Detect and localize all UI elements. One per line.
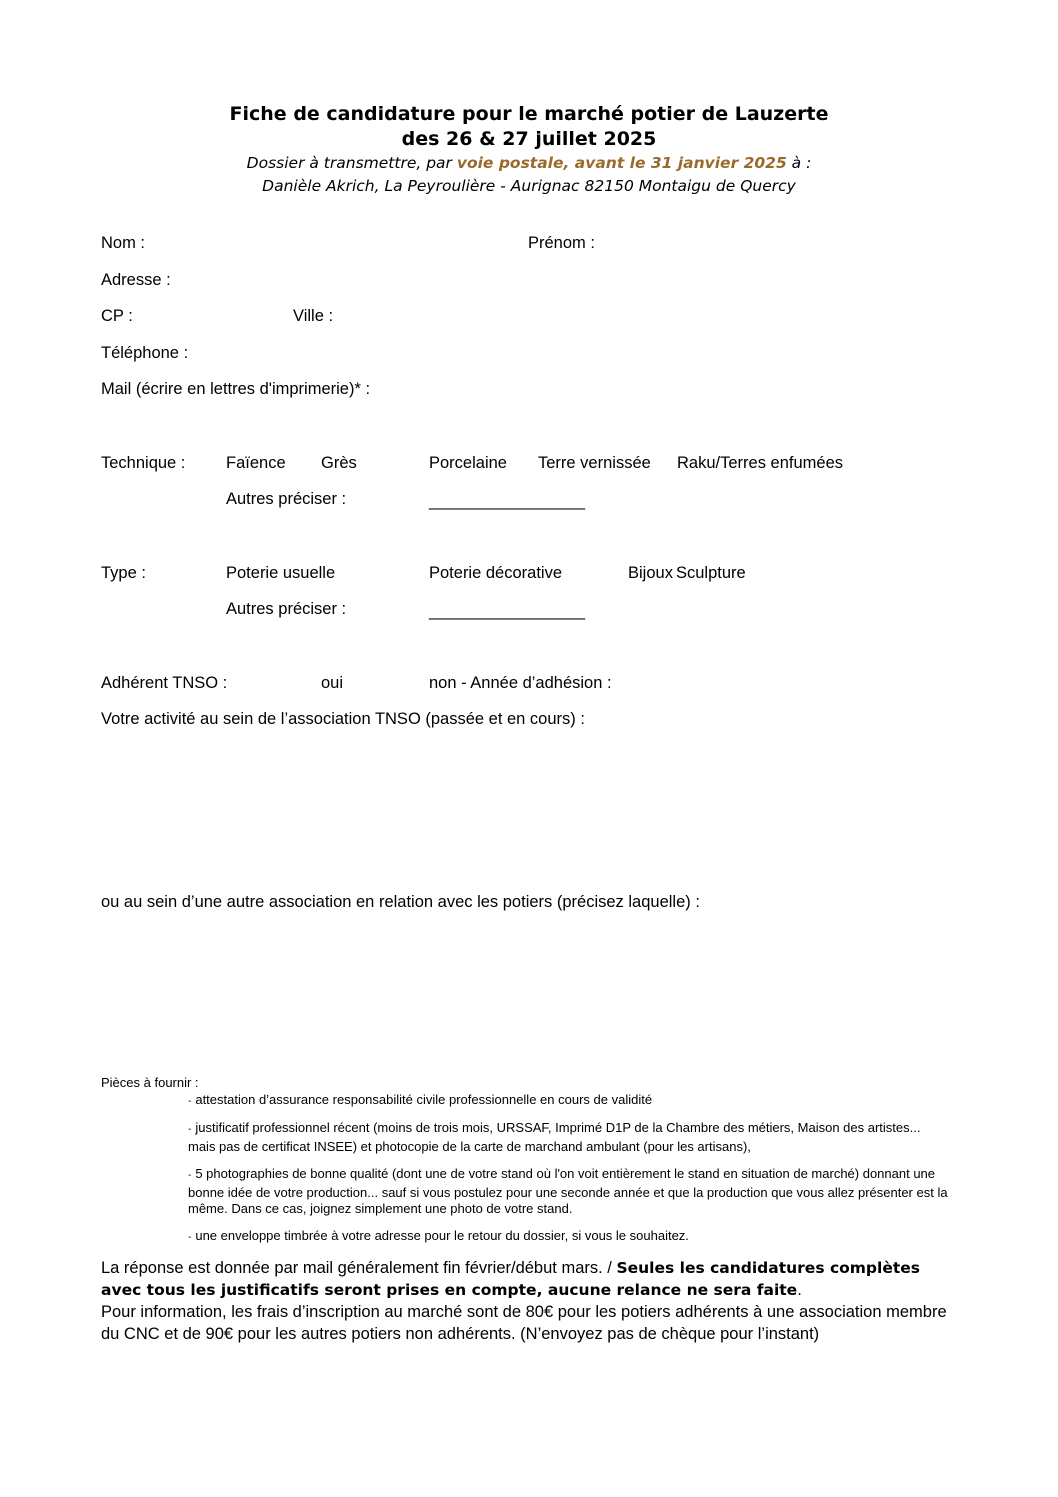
ville-label: Ville : [293,307,334,325]
type-other-field[interactable]: _________________ [429,602,586,620]
type-option-poterie-usuelle[interactable]: Poterie usuelle [226,564,336,582]
type-option-poterie-decorative[interactable]: Poterie décorative [429,564,562,582]
adherent-non-annee[interactable]: non - Année d’adhésion : [429,674,612,692]
nom-label: Nom : [101,234,146,252]
adherent-label: Adhérent TNSO : [101,674,228,692]
response-warning: Seules les candidatures complètes avec tous les justificatifs seront prises en compte, aucune relance ne sera faite [101,1259,920,1299]
page-title-line2: des 26 & 27 juillet 2025 [401,128,657,150]
technique-option-terre-vernissee[interactable]: Terre vernissée [538,454,651,472]
type-label: Type : [101,564,146,582]
bullet-dash: - [188,1096,192,1107]
technique-other-field[interactable]: _________________ [429,492,586,510]
type-option-bijoux[interactable]: Bijoux [628,564,673,582]
type-other-label: Autres préciser : [226,600,347,618]
response-paragraph: La réponse est donnée par mail généralement fin février/début mars. / Seules les candidatures complètes avec tous les justificatifs seront prises en compte, aucune relance ne sera faite. [101,1259,920,1299]
documents-heading: Pièces à fournir : [101,1075,199,1090]
instruction-line [0,154,1058,172]
cp-label: CP : [101,307,133,325]
adherent-oui[interactable]: oui [321,674,344,692]
type-option-sculpture[interactable]: Sculpture [676,564,746,582]
other-association-question: ou au sein d’une autre association en relation avec les potiers (précisez laquelle) : [101,893,700,911]
activity-question: Votre activité au sein de l’association TNSO (passée et en cours) : [101,710,585,728]
document-item: - justificatif professionnel récent (moins de trois mois, URSSAF, Imprimé D1P de la Chambre des métiers, Maison des artistes... mais pas de certificat INSEE) et photocopie de la carte de marchand ambulant (pour les artisans), [188,1120,921,1154]
instruction-prefix: Dossier à transmettre, par [246,154,457,172]
mail-label: Mail (écrire en lettres d'imprimerie)* : [101,380,371,398]
bullet-dash: - [188,1170,192,1181]
technique-option-faience[interactable]: Faïence [226,454,286,472]
document-item: - une enveloppe timbrée à votre adresse pour le retour du dossier, si vous le souhaitez. [188,1228,689,1243]
technique-other-label: Autres préciser : [226,490,347,508]
bullet-dash: - [188,1124,192,1135]
prenom-label: Prénom : [528,234,595,252]
technique-option-raku[interactable]: Raku/Terres enfumées [677,454,843,472]
page-title-line1: Fiche de candidature pour le marché potier de Lauzerte [229,103,829,125]
telephone-label: Téléphone : [101,344,189,362]
document-item: - 5 photographies de bonne qualité (dont une de votre stand où l'on voit entièrement le stand en situation de marché) donnant une bonne idée de votre production... sauf si vous postulez pour une seconde année et que la production que vous allez présenter est la même. Dans ce cas, joignez simplement une photo de votre stand. [188,1166,948,1216]
adresse-label: Adresse : [101,271,171,289]
postal-address: Danièle Akrich, La Peyroulière - Aurignac 82150 Montaigu de Quercy [262,177,796,195]
technique-label: Technique : [101,454,186,472]
technique-option-gres[interactable]: Grès [321,454,357,472]
document-item: - attestation d’assurance responsabilité civile professionnelle en cours de validité [188,1092,653,1107]
fees-paragraph: Pour information, les frais d’inscription au marché sont de 80€ pour les potiers adhérents à une association membre du CNC et de 90€ pour les autres potiers non adhérents. (N’envoyez pas de chèque pour l’instant) [101,1303,947,1343]
instruction-suffix: à : [786,154,812,172]
instruction-deadline: voie postale, avant le 31 janvier 2025 [456,154,787,172]
bullet-dash: - [188,1232,192,1243]
technique-option-porcelaine[interactable]: Porcelaine [429,454,507,472]
